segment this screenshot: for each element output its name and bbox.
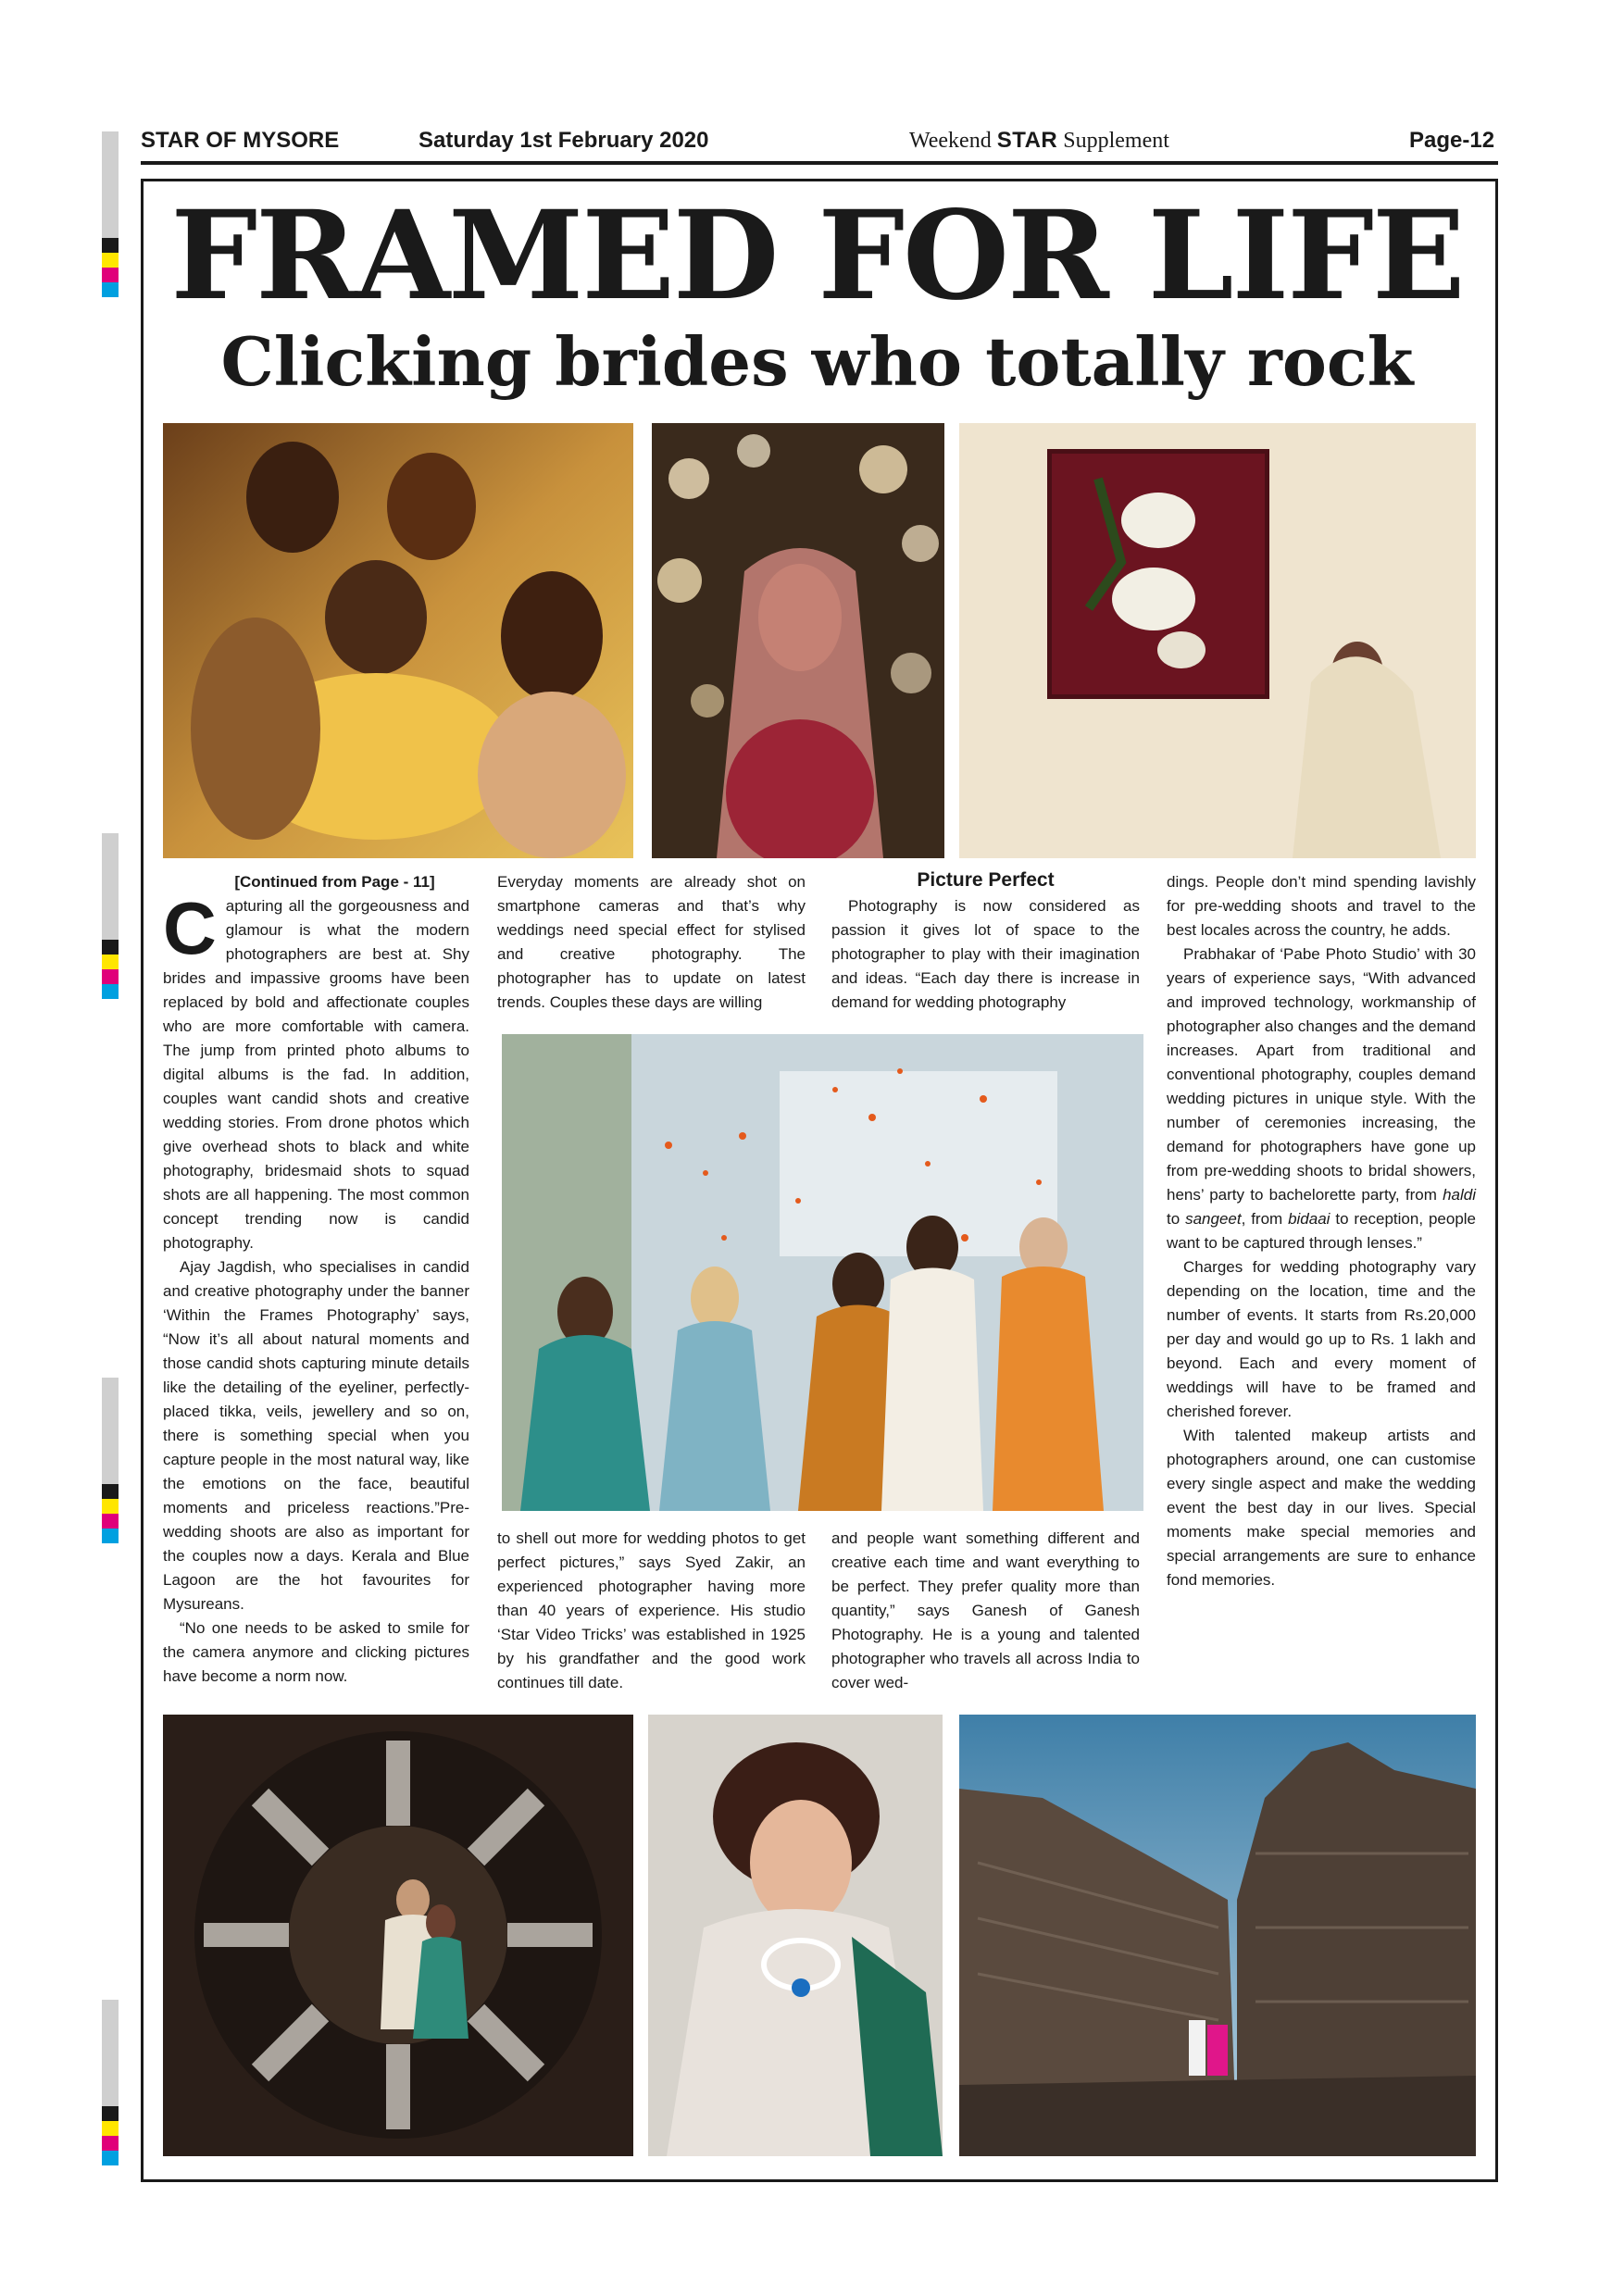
registration-mark [102, 131, 119, 297]
paragraph: With talented makeup artists and photographers around, one can customise every single aspect and make the wedding event the best day in our lives. Special moments make special memories and special arrangements are sure to enhance fond memories. [1167, 1427, 1476, 1589]
photo-bride-with-friends [163, 423, 633, 858]
registration-mark [102, 1378, 119, 1543]
paragraph: Photography is now considered as passion it gives lot of space to the photographer to play with their imagination and ideas. “Each day there is increase in demand for wedding photography [831, 897, 1140, 1011]
article-column-3-bottom [831, 1527, 1140, 1695]
section-heading: Picture Perfect [917, 869, 1055, 891]
paragraph: Prabhakar of ‘Pabe Photo Studio’ with 30 years of experience says, “With advanced and improved technology, workmanship of photographer also changes and the demand increases. Apart from traditional and conventional photography, couples demand wedding pictures in unique style. With the number of ceremonies increasing, the demand for photographers have gone up from pre-wedding shoots to bridal showers, hens’ party to bachelorette party, from haldi to sangeet, from bidaai to reception, people want to be captured through lenses.” [1167, 945, 1476, 1252]
article-column-3-top [831, 868, 1140, 1015]
registration-mark [102, 2000, 119, 2165]
photo-bride-bokeh [652, 423, 944, 858]
article-column-2-bottom [497, 1527, 806, 1695]
continued-note: [Continued from Page - 11] [234, 873, 435, 891]
paragraph: dings. People don’t mind spending lavishly for pre-wedding shoots and travel to the best locales across the country, he adds. [1167, 873, 1476, 939]
page-number: Page-12 [1409, 128, 1495, 153]
photo-couple-round-window [163, 1715, 633, 2156]
paper-name: STAR OF MYSORE [141, 128, 340, 153]
supplement-label: Weekend STAR Supplement [909, 128, 1169, 153]
paragraph: Charges for wedding photography vary depending on the location, time and the number of events. It starts from Rs.20,000 per day and would go up to Rs. 1 lakh and beyond. Each and every moment of weddings will have to be framed and cherished forever. [1167, 1258, 1476, 1420]
article-column-2-top [497, 870, 806, 1015]
article-column-4 [1167, 870, 1476, 1592]
paragraph: to shell out more for wedding photos to get perfect pictures,” says Syed Zakir, an experienced photographer having more than 40 years of experience. His studio ‘Star Video Tricks’ was established in 1925 by his grandfather and the good work continues till date. [497, 1529, 806, 1691]
photo-bride-portrait [648, 1715, 943, 2156]
header-rule [141, 161, 1498, 165]
issue-date: Saturday 1st February 2020 [418, 128, 709, 153]
headline: FRAMED FOR LIFE [170, 184, 1464, 328]
paragraph: Capturing all the gorgeousness and glamour is what the modern photographers are best at. Shy brides and impassive grooms have been replaced by bold and affectionate couples who are more comfortable with camera. The jump from printed photo albums to digital albums is the fad. In addition, couples want candid shots and creative wedding stories. From drone photos which give overhead shots to black and white photography, bridesmaid shots to squad shots are all happening. The most common concept trending now is candid photography. [163, 887, 469, 1252]
subheadline: Clicking brides who totally rock [220, 322, 1414, 401]
registration-mark [102, 833, 119, 999]
paragraph: “No one needs to be asked to smile for the camera anymore and clicking pictures have become a norm now. [163, 1619, 469, 1685]
paragraph: Ajay Jagdish, who specialises in candid and creative photography under the banner ‘Within the Frames Photography’ says, “Now it’s all about natural moments and those candid shots capturing minute details like the detailing of the eyeliner, perfectly-placed tikka, veils, jewellery and so on, there is something special when you capture people in the most natural way, like the emotions on the face, beautiful moments and priceless reactions.”Pre-wedding shoots are also as important for the couples now a days. Kerala and Blue Lagoon are the hot favourites for Mysureans. [163, 1258, 469, 1613]
photo-bride-with-painting [959, 423, 1476, 858]
paragraph: and people want something different and creative each time and want everything to be perfect. They prefer quality more than quantity,” says Ganesh of Ganesh Photography. He is a young and talented photographer who travels all across India to cover wed- [831, 1529, 1140, 1691]
paragraph: Everyday moments are already shot on smartphone cameras and that’s why weddings need special effect for stylised and creative photography. The photographer has to update on latest trends. Couples these days are willing [497, 873, 806, 1011]
article-column-1 [163, 870, 469, 1689]
photo-couple-temple [959, 1715, 1476, 2156]
drop-cap: C [163, 887, 217, 969]
photo-couple-celebration [502, 1034, 1143, 1511]
